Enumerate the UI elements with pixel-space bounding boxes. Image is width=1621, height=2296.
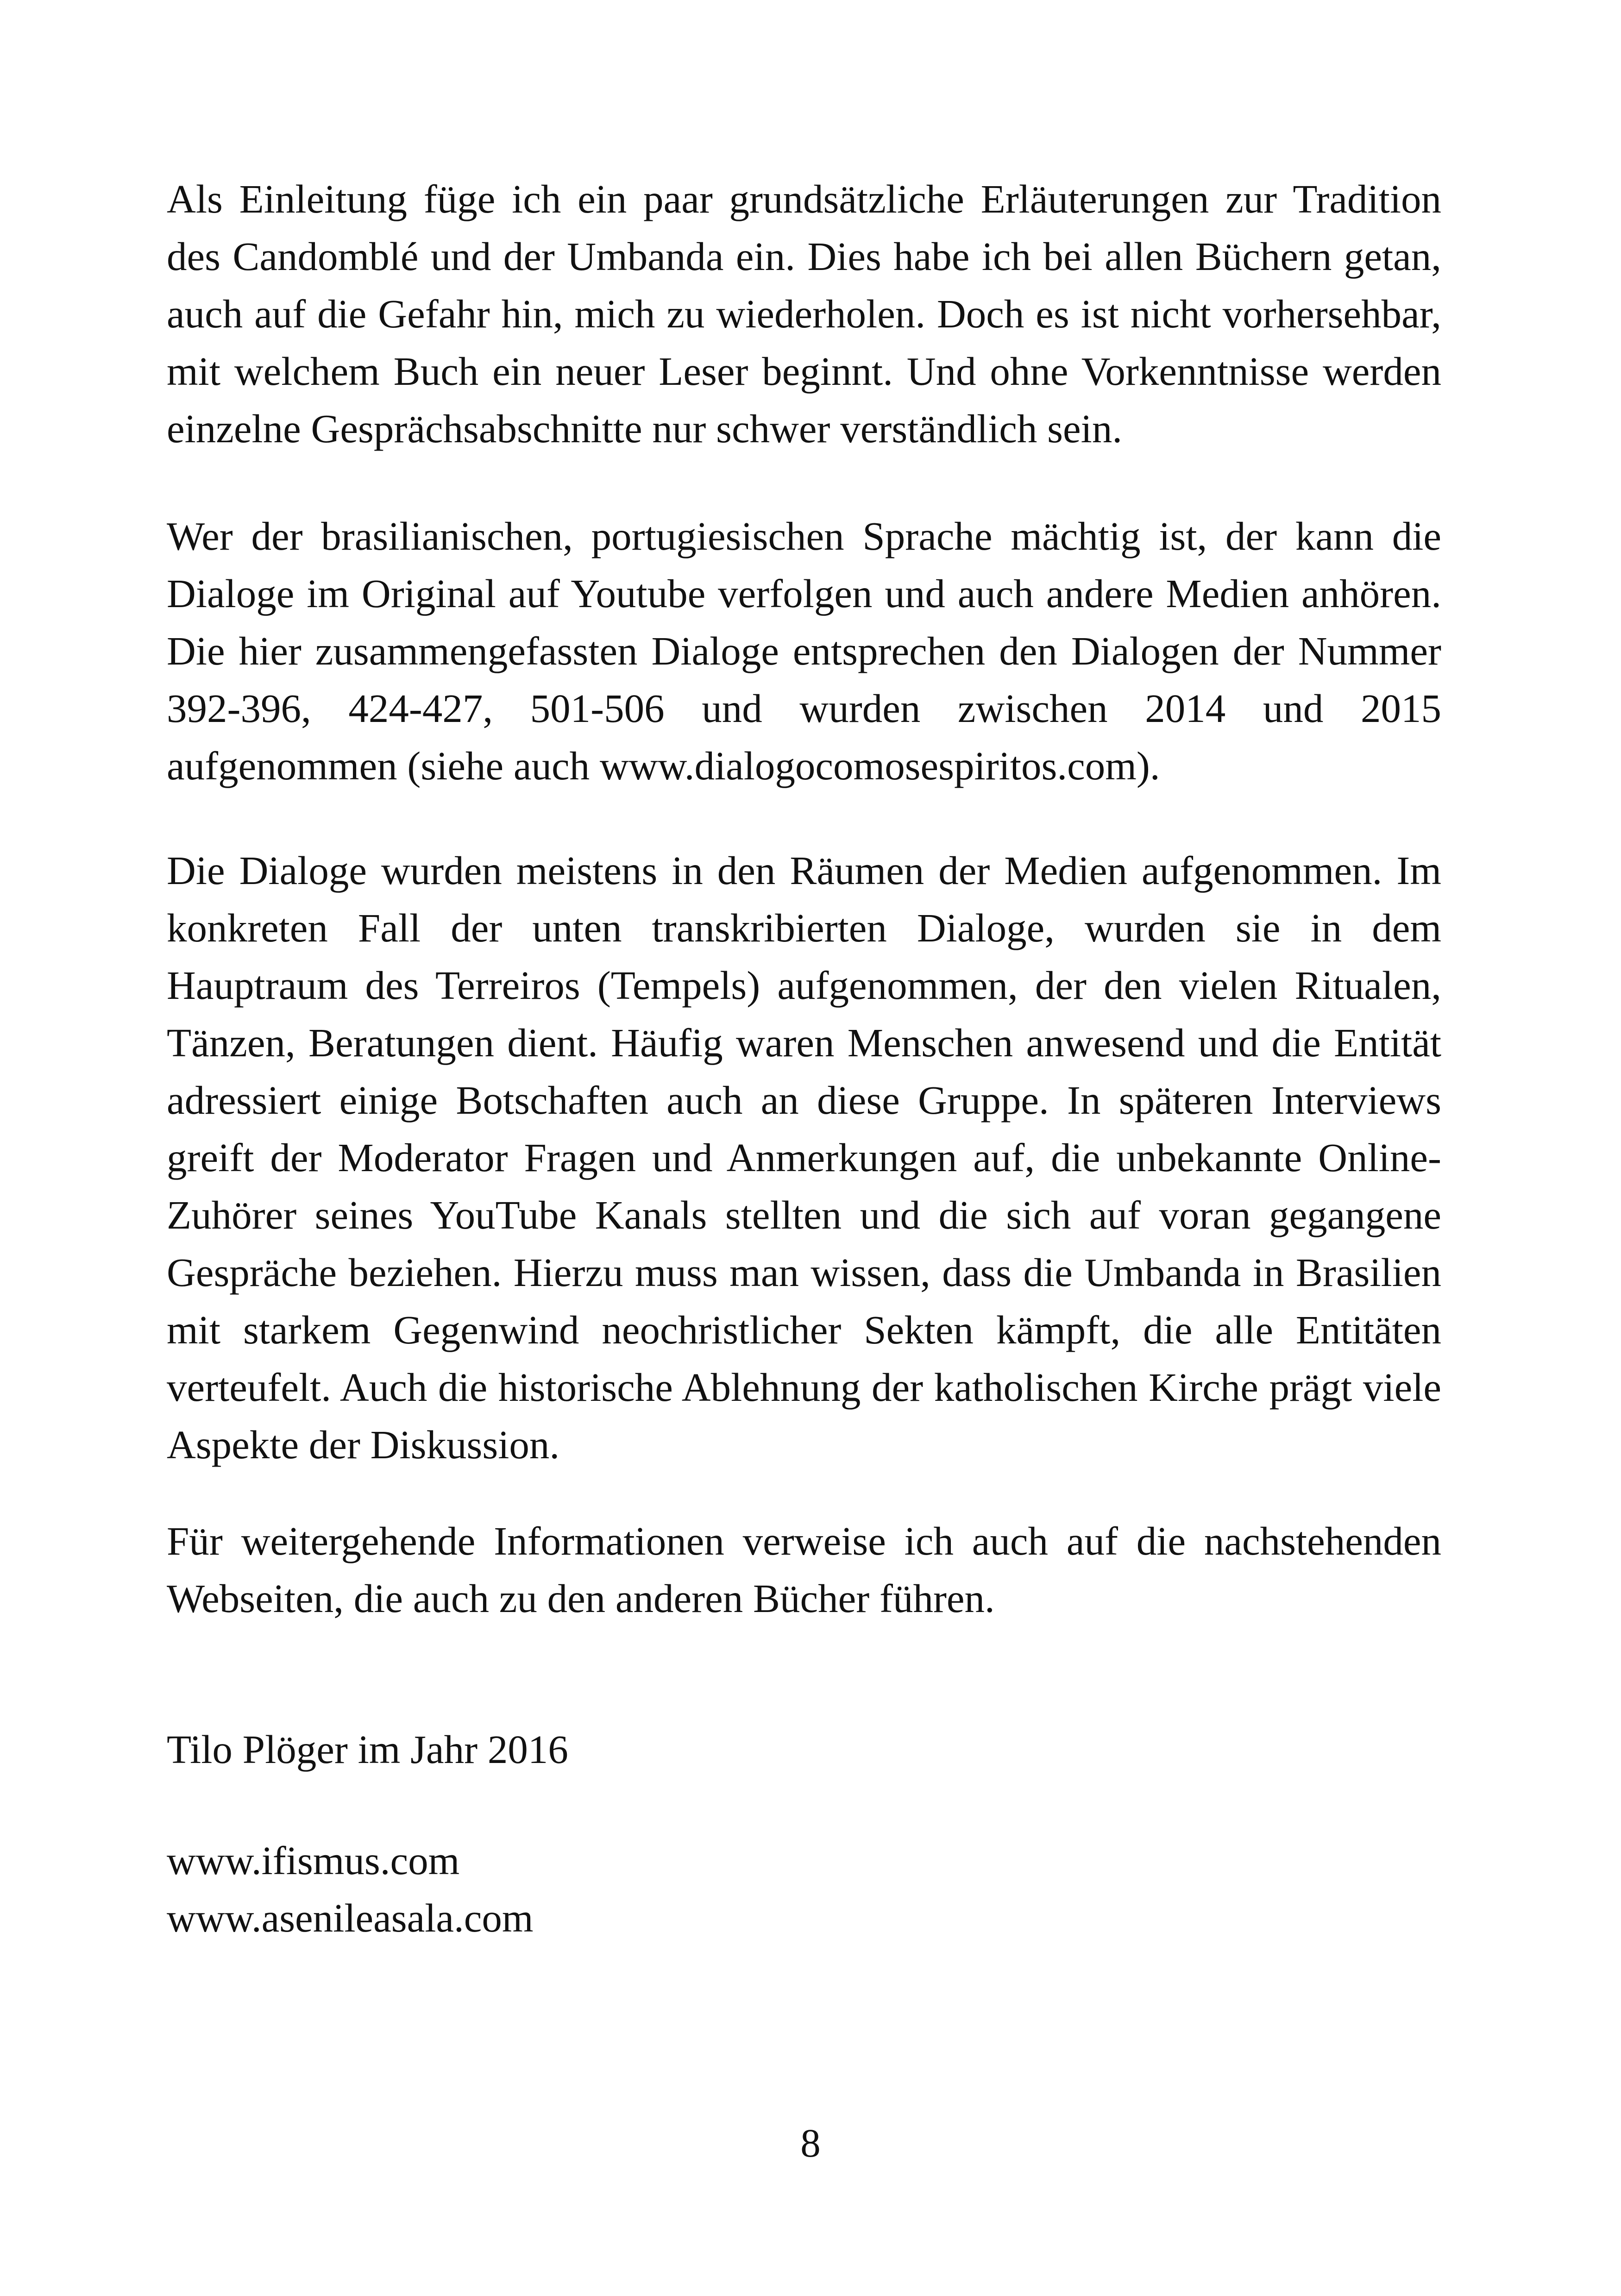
website-link-ifismus: www.ifismus.com	[167, 1838, 460, 1883]
paragraph-original-dialogues: Wer der brasilianischen, portugiesischen Sprache mächtig ist, der kann die Dialoge im Original auf Youtube verfolgen und auch andere Medien anhören. Die hier zusammengefassten Dialoge entsprechen den Dialogen der Nummer 392-396, 424-427, 501-506 und wurden zwischen 2014 und 2015 aufgenommen (siehe auch www.dialogocomosespiritos.com).	[167, 514, 1441, 788]
author-signature: Tilo Plöger im Jahr 2016	[167, 1727, 568, 1772]
website-link-asenileasala: www.asenileasala.com	[167, 1895, 534, 1940]
paragraph-recording-context: Die Dialoge wurden meistens in den Räumen der Medien aufgenommen. Im konkreten Fall der unten transkribierten Dialoge, wurden sie in dem Hauptraum des Terreiros (Tempels) aufgenommen, der den vielen Ritualen, Tänzen, Beratungen dient. Häufig waren Menschen anwesend und die Entität adressiert einige Botschaften auch an diese Gruppe. In späteren Interviews greift der Moderator Fragen und Anmerkungen auf, die unbekannte Online-Zuhörer seines YouTube Kanals stellten und die sich auf voran gegangene Gespräche beziehen. Hierzu muss man wissen, dass die Umbanda in Brasilien mit starkem Gegenwind neochristlicher Sekten kämpft, die alle Entitäten verteufelt. Auch die historische Ablehnung der katholischen Kirche prägt viele Aspekte der Diskussion.	[167, 848, 1441, 1467]
page-number: 8	[800, 2120, 821, 2165]
website-links	[167, 1832, 534, 1947]
paragraph-further-information: Für weitergehende Informationen verweise ich auch auf die nachstehenden Webseiten, die auch zu den anderen Bücher führen.	[167, 1518, 1441, 1621]
paragraph-introduction: Als Einleitung füge ich ein paar grundsätzliche Erläuterungen zur Tradition des Candomblé und der Umbanda ein. Dies habe ich bei allen Büchern getan, auch auf die Gefahr hin, mich zu wiederholen. Doch es ist nicht vorhersehbar, mit welchem Buch ein neuer Leser beginnt. Und ohne Vorkenntnisse werden einzelne Gesprächsabschnitte nur schwer verständlich sein.	[167, 176, 1441, 451]
